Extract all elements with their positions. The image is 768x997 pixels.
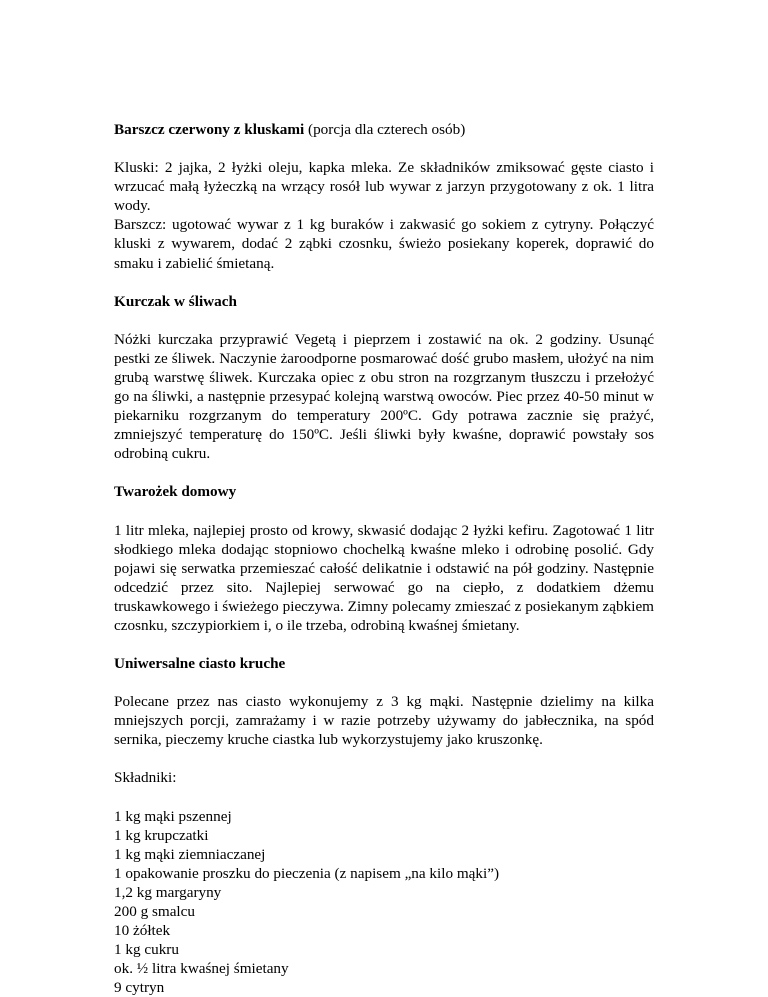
- ingredient-item: 1 opakowanie proszku do pieczenia (z napisem „na kilo mąki”): [114, 864, 500, 882]
- recipe-paragraph: 1 litr mleka, najlepiej prosto od krowy, skwasić dodając 2 łyżki kefiru. Zagotować 1 litr słodkiego mleka dodając stopniowo chochelką kwaśne mleko i odrobinę posolić. Gdy pojawi się serwatka przemieszać całość delikatnie i odstawić na pół godziny. Następnie odcedzić przez sito. Najlepiej serwować go na ciepło, z dodatkiem dżemu truskawkowego i świeżego pieczywa. Zimny polecamy zmieszać z posiekanym ząbkiem czosnku, szczypiorkiem i, o ile trzeba, odrobiną kwaśnej śmietany.: [114, 521, 654, 634]
- ingredients-list: [114, 807, 654, 997]
- ingredient-item: 1 kg mąki pszennej: [114, 807, 232, 825]
- ingredient-item: 1 kg krupczatki: [114, 826, 209, 844]
- document-page: [114, 120, 654, 997]
- ingredient-item: 1 kg mąki ziemniaczanej: [114, 845, 266, 863]
- recipe-title: Uniwersalne ciasto kruche: [114, 655, 286, 673]
- recipe-barszcz-body: [114, 158, 654, 273]
- recipe-title: Barszcz czerwony z kluskami: [114, 121, 305, 138]
- recipe-paragraph: Polecane przez nas ciasto wykonujemy z 3 kg mąki. Następnie dzielimy na kilka mniejszych porcji, zamrażamy i w razie potrzeby używamy do jabłecznika, na spód sernika, pieczemy kruche ciastka lub wykorzystujemy jako kruszonkę.: [114, 693, 654, 749]
- ingredient-item: 1 kg cukru: [114, 941, 179, 959]
- recipe-subtitle: (porcja dla czterech osób): [304, 121, 466, 138]
- ingredient-item: 200 g smalcu: [114, 903, 195, 920]
- ingredient-item: 10 żółtek: [114, 922, 171, 940]
- recipe-paragraph: Kluski: 2 jajka, 2 łyżki oleju, kapka mleka. Ze składników zmiksować gęste ciasto i wrzucać małą łyżeczką na wrzący rosół lub wywar z jarzyn przygotowany z ok. 1 litra wody.: [114, 159, 654, 215]
- ingredient-item: ok. ½ litra kwaśnej śmietany: [114, 960, 289, 978]
- recipe-paragraph: Barszcz: ugotować wywar z 1 kg buraków i zakwasić go sokiem z cytryny. Połączyć kluski z wywarem, dodać 2 ząbki czosnku, świeżo posiekany koperek, doprawić do smaku i zabielić śmietaną.: [114, 216, 654, 272]
- ingredient-item: 1,2 kg margaryny: [114, 883, 222, 901]
- recipe-barszcz-heading: [114, 120, 654, 139]
- recipe-paragraph: Nóżki kurczaka przyprawić Vegetą i pieprzem i zostawić na ok. 2 godziny. Usunąć pestki ze śliwek. Naczynie żaroodporne posmarować dość grubo masłem, ułożyć na nim grubą warstwę śliwek. Kurczaka opiec z obu stron na rozgrzanym tłuszczu i przełożyć go na śliwki, a następnie przesypać kolejną warstwą owoców. Piec przez 40-50 minut w piekarniku rozgrzanym do temperatury 200ºC. Gdy potrawa zacznie się prażyć, zmniejszyć temperaturę do 150ºC. Jeśli śliwki były kwaśne, doprawić powstały sos odrobiną cukru.: [114, 330, 654, 463]
- ingredient-item: 9 cytryn: [114, 979, 165, 997]
- recipe-title: Twarożek domowy: [114, 483, 237, 501]
- recipe-title: Kurczak w śliwach: [114, 292, 237, 310]
- ingredients-label: Składniki:: [114, 769, 177, 787]
